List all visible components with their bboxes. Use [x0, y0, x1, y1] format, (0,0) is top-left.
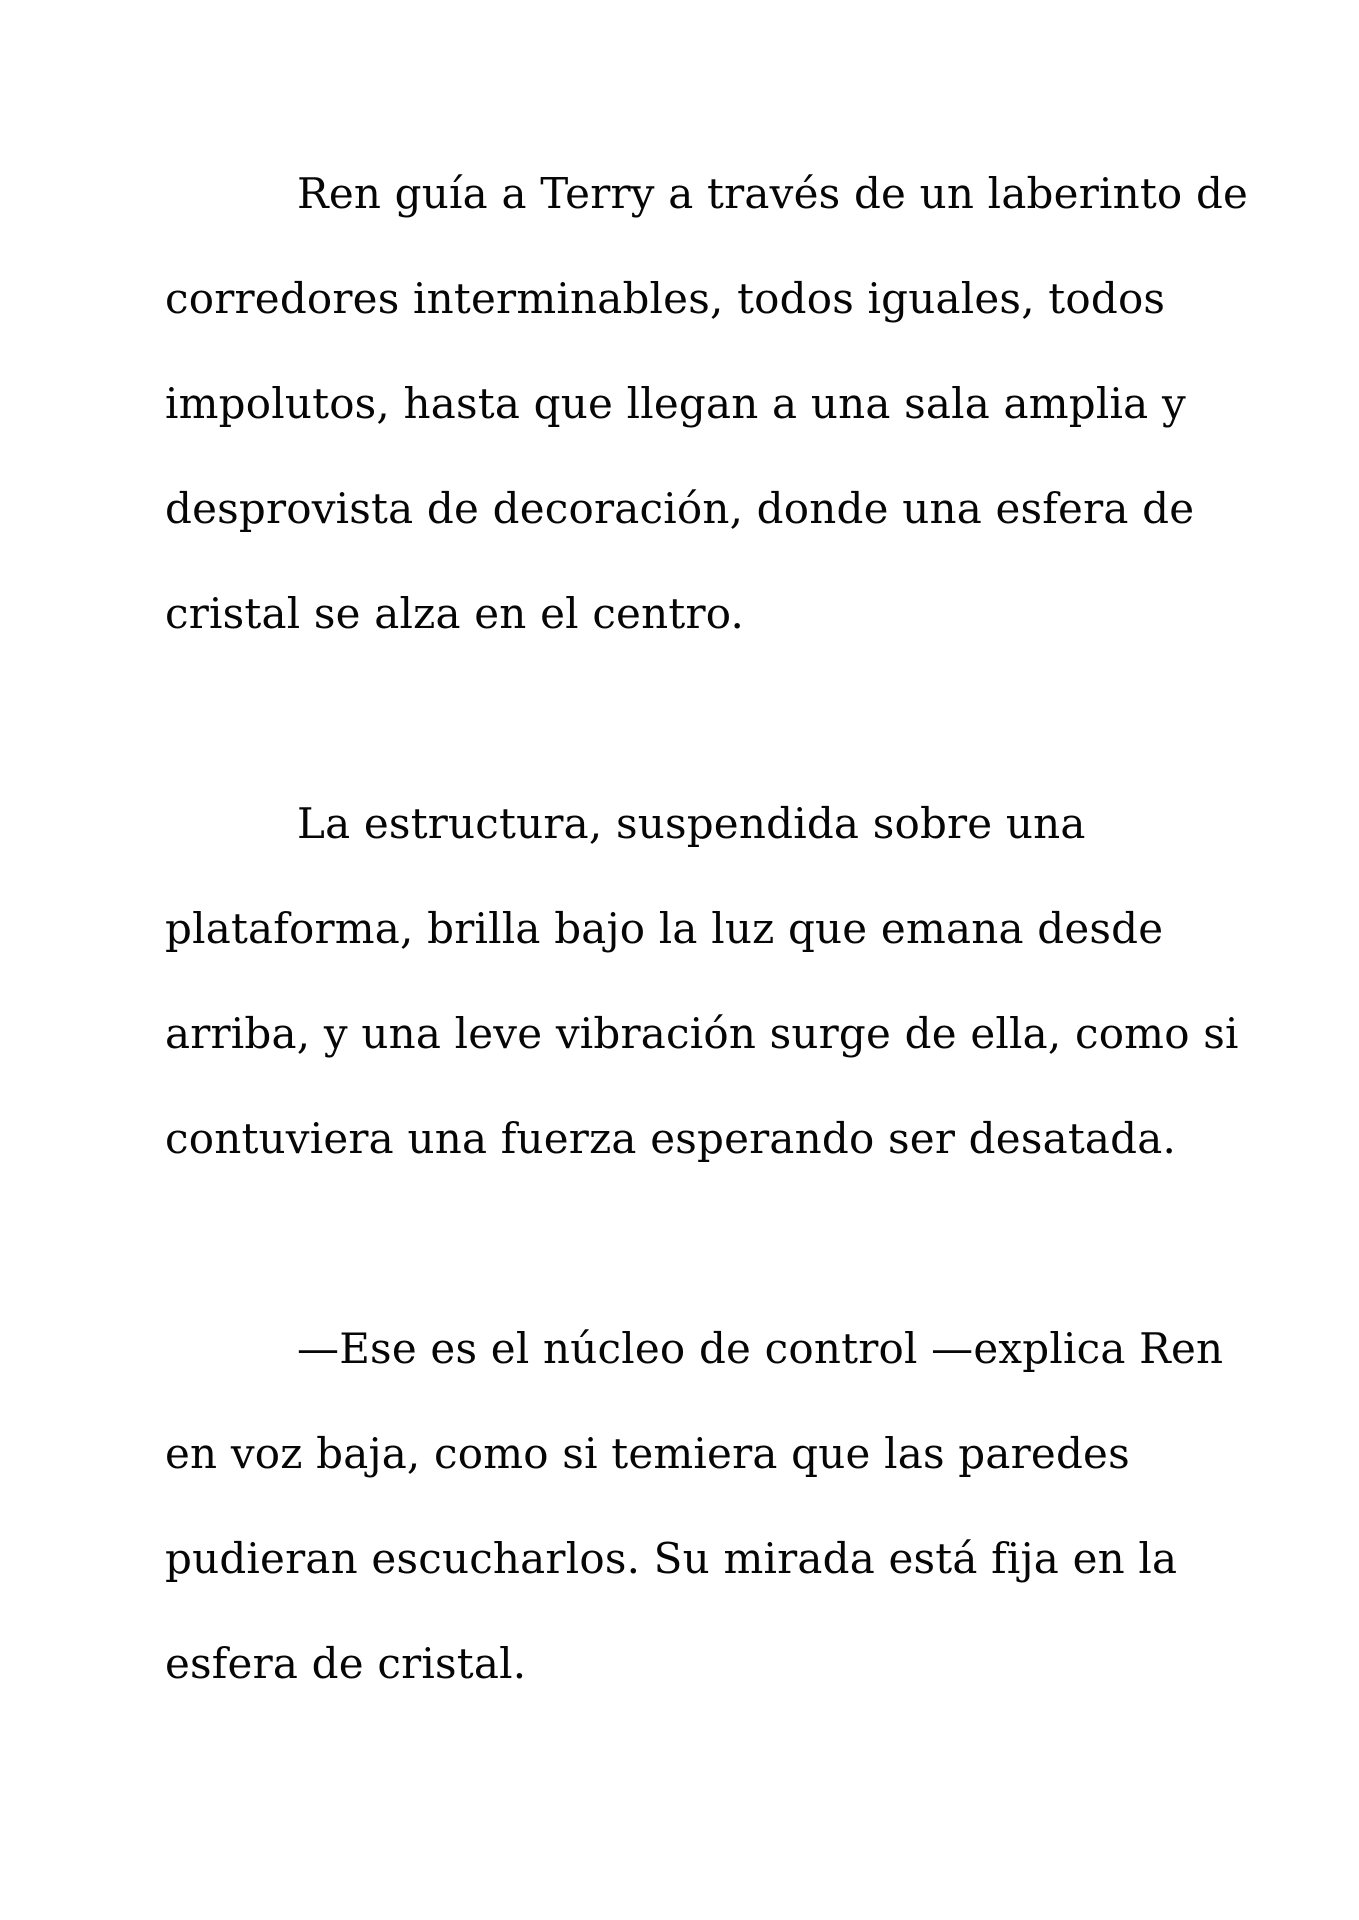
- text-line: Ren guía a Terry a través de un laberinto de: [297, 169, 1249, 218]
- text-line: pudieran escucharlos. Su mirada está fija en la: [165, 1534, 1178, 1583]
- paragraph-3: [165, 1296, 1225, 1716]
- text-line: cristal se alza en el centro.: [165, 589, 745, 638]
- text-line: plataforma, brilla bajo la luz que emana desde: [165, 904, 1164, 953]
- text-line: esfera de cristal.: [165, 1639, 527, 1688]
- text-line: —Ese es el núcleo de control —explica Ren: [297, 1324, 1224, 1373]
- text-line: corredores interminables, todos iguales, todos: [165, 274, 1166, 323]
- paragraph-2: [165, 771, 1239, 1191]
- text-line: impolutos, hasta que llegan a una sala amplia y: [165, 379, 1186, 428]
- text-line: desprovista de decoración, donde una esfera de: [165, 484, 1195, 533]
- text-line: contuviera una fuerza esperando ser desatada.: [165, 1114, 1177, 1163]
- text-line: arriba, y una leve vibración surge de ella, como si: [165, 1009, 1239, 1058]
- text-line: La estructura, suspendida sobre una: [297, 799, 1086, 848]
- paragraph-1: [165, 141, 1249, 666]
- text-block: [165, 141, 1249, 1716]
- text-line: en voz baja, como si temiera que las paredes: [165, 1429, 1130, 1478]
